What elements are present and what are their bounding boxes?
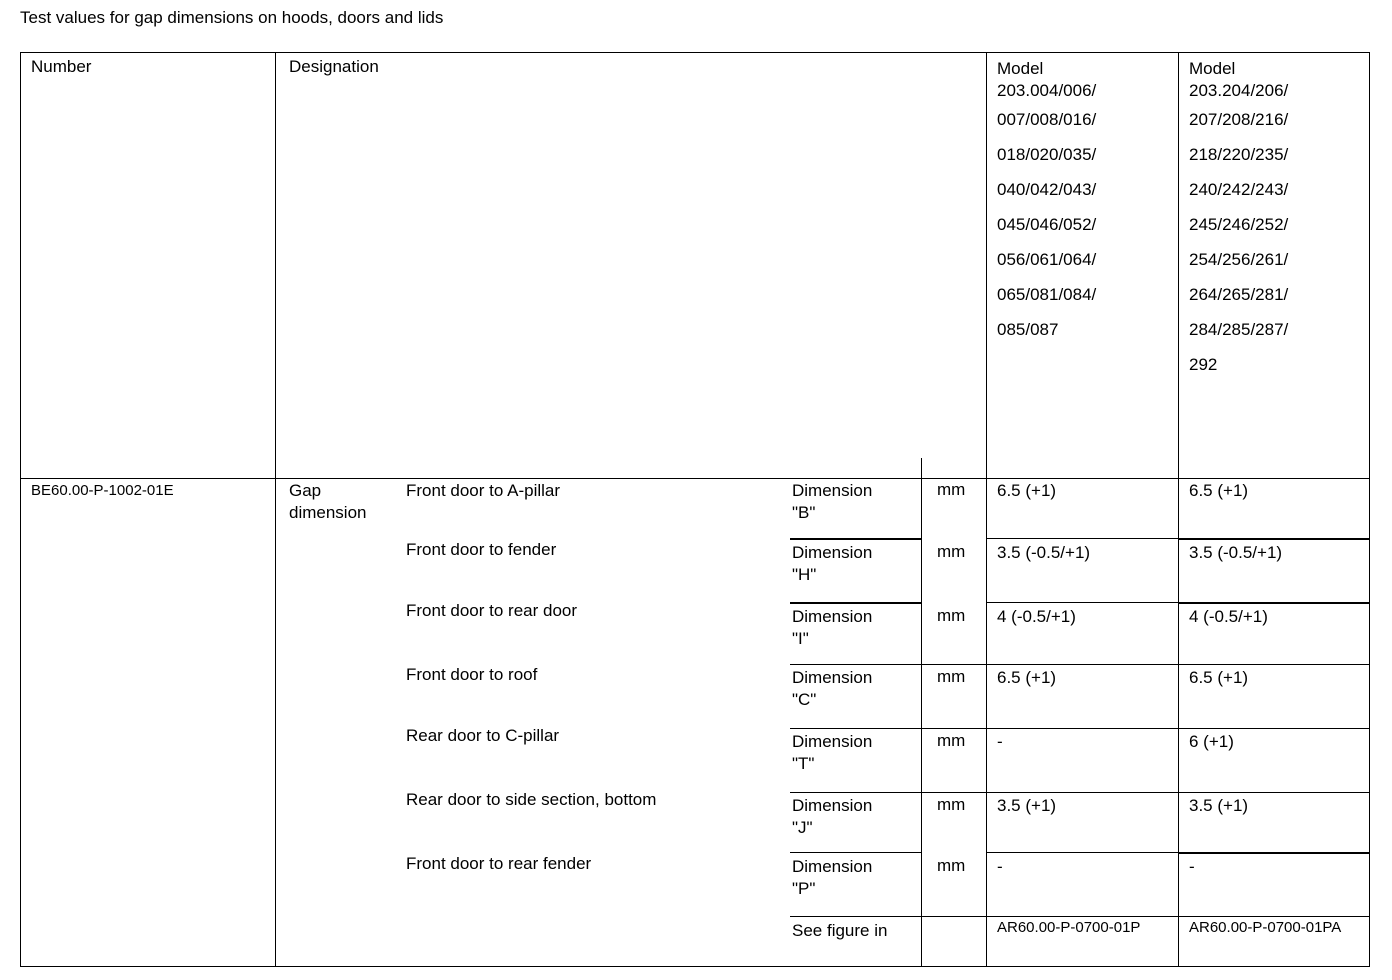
document-number: BE60.00-P-1002-01E: [31, 482, 174, 499]
row-line-1a: [790, 538, 922, 540]
row-unit: mm: [937, 480, 966, 499]
row-line-6c: [1178, 852, 1370, 854]
row-line-2a: [790, 602, 922, 604]
row-value-model2: 3.5 (-0.5/+1): [1189, 543, 1283, 562]
model1-line: 018/020/035/: [997, 145, 1097, 164]
row-dimension-label: Dimension: [792, 796, 873, 815]
model2-line: 207/208/216/: [1189, 110, 1289, 129]
row-designation: Front door to fender: [406, 540, 557, 559]
row-designation: Front door to roof: [406, 665, 538, 684]
row-dimension-label: Dimension: [792, 857, 873, 876]
row-value-model1: 3.5 (+1): [997, 796, 1057, 815]
group-label: Gap dimension: [289, 481, 367, 522]
row-unit: mm: [937, 795, 966, 814]
row-value-model2: 6.5 (+1): [1189, 481, 1249, 500]
row-value-model1: -: [997, 732, 1003, 751]
row-line-6b: [986, 852, 1178, 853]
model2-line: 254/256/261/: [1189, 250, 1289, 269]
row-value-model1: 4 (-0.5/+1): [997, 607, 1076, 626]
row-value-model2: 6.5 (+1): [1189, 668, 1249, 687]
row-unit: mm: [937, 542, 966, 561]
model1-line: 203.004/006/: [997, 81, 1097, 100]
header-number: Number: [31, 57, 92, 76]
row-dimension-letter: "T": [792, 754, 815, 773]
row-unit: mm: [937, 731, 966, 750]
row-value-model1: 6.5 (+1): [997, 481, 1057, 500]
model1-line: 007/008/016/: [997, 110, 1097, 129]
row-value-model2: 4 (-0.5/+1): [1189, 607, 1268, 626]
row-line-4: [790, 728, 1370, 729]
row-value-model1: 3.5 (-0.5/+1): [997, 543, 1091, 562]
col-line-unit: [921, 458, 922, 966]
gap-dimensions-table: [20, 52, 1370, 967]
col-line-model1: [986, 53, 987, 966]
row-line-1b: [986, 538, 1178, 539]
model2-line: 240/242/243/: [1189, 180, 1289, 199]
model2-line: 245/246/252/: [1189, 215, 1289, 234]
row-dimension-label: Dimension: [792, 481, 873, 500]
header-divider: [20, 478, 1370, 479]
model2-line: 264/265/281/: [1189, 285, 1289, 304]
row-designation: Front door to A-pillar: [406, 481, 561, 500]
row-value-model2: 3.5 (+1): [1189, 796, 1249, 815]
row-line-1c: [1178, 538, 1370, 540]
row-line-7: [790, 916, 1370, 917]
row-dimension-label: Dimension: [792, 607, 873, 626]
model2-line: 292: [1189, 355, 1218, 374]
row-line-2b: [986, 602, 1178, 603]
row-designation: Front door to rear fender: [406, 854, 592, 873]
row-line-5: [790, 792, 1370, 793]
model1-line: 045/046/052/: [997, 215, 1097, 234]
row-line-2c: [1178, 602, 1370, 604]
row-unit: mm: [937, 606, 966, 625]
row-dimension-letter: "C": [792, 690, 817, 709]
row-dimension-label: Dimension: [792, 543, 873, 562]
row-value-model1: -: [997, 857, 1003, 876]
row-designation: Rear door to side section, bottom: [406, 790, 657, 809]
model1-line: 056/061/064/: [997, 250, 1097, 269]
model2-line: 218/220/235/: [1189, 145, 1289, 164]
header-designation: Designation: [289, 57, 379, 76]
row-designation: Front door to rear door: [406, 601, 578, 620]
row-line-3: [790, 664, 1370, 665]
row-dimension-label: Dimension: [792, 732, 873, 751]
col-line-model2: [1178, 53, 1179, 966]
model2-line: 203.204/206/: [1189, 81, 1289, 100]
row-dimension-letter: "J": [792, 818, 813, 837]
row-dimension-letter: "H": [792, 565, 817, 584]
figure-ref-model2: AR60.00-P-0700-01PA: [1189, 919, 1342, 936]
model1-label: Model: [997, 59, 1044, 78]
row-value-model2: -: [1189, 857, 1195, 876]
row-dimension-label: Dimension: [792, 668, 873, 687]
document-title: Test values for gap dimensions on hoods, doors and lids: [20, 8, 444, 27]
col-line-designation: [275, 53, 276, 966]
header-model1: [997, 58, 1096, 347]
row-dimension-letter: "I": [792, 629, 809, 648]
row-dimension-letter: "B": [792, 503, 816, 522]
model2-label: Model: [1189, 59, 1236, 78]
model1-line: 065/081/084/: [997, 285, 1097, 304]
row-unit: mm: [937, 667, 966, 686]
row-designation: Rear door to C-pillar: [406, 726, 560, 745]
header-model2: [1189, 58, 1288, 382]
row-dimension-letter: "P": [792, 879, 816, 898]
row-value-model1: 6.5 (+1): [997, 668, 1057, 687]
model1-line: 040/042/043/: [997, 180, 1097, 199]
row-line-6a: [790, 852, 922, 853]
model2-line: 284/285/287/: [1189, 320, 1289, 339]
figure-row-label: See figure in: [792, 921, 888, 940]
figure-ref-model1: AR60.00-P-0700-01P: [997, 919, 1141, 936]
model1-line: 085/087: [997, 320, 1059, 339]
row-value-model2: 6 (+1): [1189, 732, 1234, 751]
row-unit: mm: [937, 856, 966, 875]
